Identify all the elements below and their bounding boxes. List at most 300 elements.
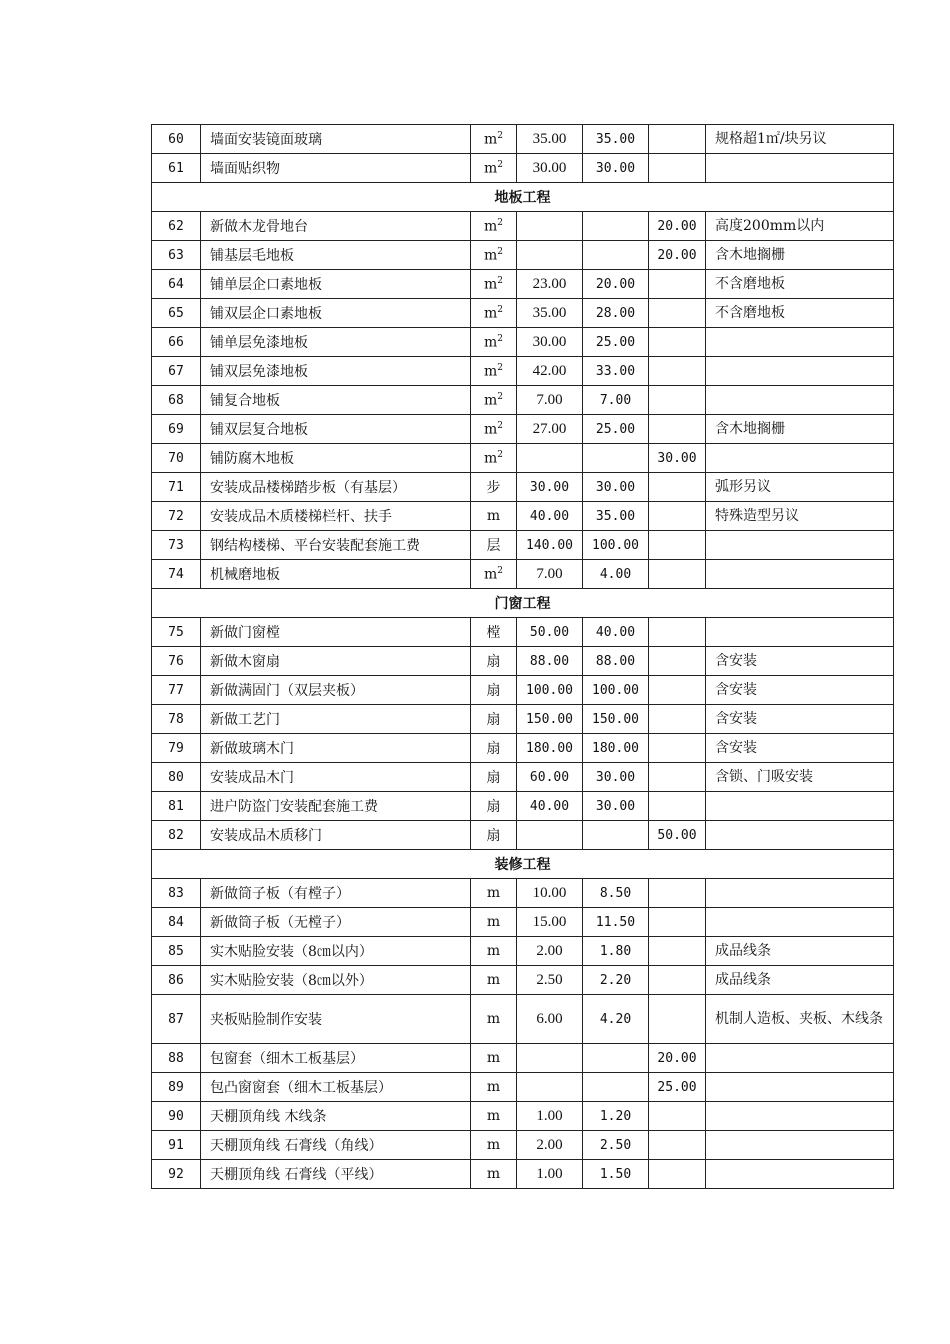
price-1: 40.00 [517,792,583,821]
item-note: 含木地搁栅 [706,415,894,444]
item-note [706,1160,894,1189]
section-row [152,589,894,618]
item-name: 新做木窗扇 [201,647,471,676]
item-number: 75 [152,618,201,647]
item-name: 新做筒子板（有樘子） [201,879,471,908]
unit-text: m [483,131,498,148]
price-3: 20.00 [649,212,706,241]
item-name: 安装成品木质楼梯栏杆、扶手 [201,502,471,531]
unit-superscript: 2 [497,304,503,315]
unit-text: m [486,1166,501,1182]
price-3 [649,676,706,705]
price-3: 25.00 [649,1073,706,1102]
table-row [152,154,894,183]
item-number: 86 [152,966,201,995]
item-note [706,531,894,560]
price-2 [583,444,649,473]
item-name: 安装成品木质移门 [201,821,471,850]
item-note [706,328,894,357]
table-row [152,1102,894,1131]
item-name: 新做木龙骨地台 [201,212,471,241]
price-1: 2.00 [517,1131,583,1160]
table-row [152,908,894,937]
table-row [152,531,894,560]
price-table [151,124,894,1189]
unit-text: m [483,305,498,322]
unit-text: m [483,421,498,438]
table-row [152,212,894,241]
unit-text: m [483,566,498,583]
price-3: 20.00 [649,1044,706,1073]
section-title: 门窗工程 [152,589,894,618]
unit-text: m [483,218,498,235]
item-name: 新做门窗樘 [201,618,471,647]
unit-superscript: 2 [497,130,503,141]
price-3 [649,1131,706,1160]
price-2: 8.50 [583,879,649,908]
unit-text: 扇 [486,799,501,815]
price-3: 20.00 [649,241,706,270]
unit-superscript: 2 [497,217,503,228]
item-unit [471,270,517,299]
price-2: 25.00 [583,328,649,357]
price-2: 35.00 [583,125,649,154]
item-name: 安装成品木门 [201,763,471,792]
table-row [152,1160,894,1189]
price-2: 1.20 [583,1102,649,1131]
unit-text: m [483,363,498,380]
table-row [152,966,894,995]
item-unit [471,1160,517,1189]
price-2: 88.00 [583,647,649,676]
item-number: 66 [152,328,201,357]
item-name: 进户防盗门安装配套施工费 [201,792,471,821]
table-row [152,473,894,502]
price-2: 1.50 [583,1160,649,1189]
item-name: 铺单层免漆地板 [201,328,471,357]
item-unit [471,792,517,821]
unit-text: m [483,450,498,467]
item-number: 63 [152,241,201,270]
item-note [706,1044,894,1073]
item-number: 70 [152,444,201,473]
item-name: 天棚顶角线 木线条 [201,1102,471,1131]
item-number: 62 [152,212,201,241]
price-1: 100.00 [517,676,583,705]
item-number: 89 [152,1073,201,1102]
item-note [706,792,894,821]
price-1: 23.00 [517,270,583,299]
price-1: 30.00 [517,328,583,357]
price-3 [649,357,706,386]
table-row [152,502,894,531]
item-unit [471,1102,517,1131]
unit-text: m [486,914,501,930]
unit-text: m [486,1137,501,1153]
item-unit [471,328,517,357]
unit-text: 扇 [486,654,501,670]
price-2: 35.00 [583,502,649,531]
item-number: 77 [152,676,201,705]
item-note [706,618,894,647]
item-unit [471,966,517,995]
table-row [152,560,894,589]
item-unit [471,444,517,473]
table-row [152,1044,894,1073]
item-unit [471,531,517,560]
item-unit [471,357,517,386]
item-name: 实木贴脸安装（8㎝以外） [201,966,471,995]
item-number: 76 [152,647,201,676]
price-1: 35.00 [517,299,583,328]
unit-superscript: 2 [497,391,503,402]
item-unit [471,386,517,415]
unit-text: m [483,160,498,177]
price-2: 4.00 [583,560,649,589]
table-row [152,821,894,850]
price-3 [649,1160,706,1189]
item-note: 含锁、门吸安装 [706,763,894,792]
table-row [152,937,894,966]
unit-text: 樘 [486,625,501,641]
unit-text: m [486,1011,501,1027]
item-note: 机制人造板、夹板、木线条 [706,995,894,1044]
table-row [152,415,894,444]
item-note [706,560,894,589]
item-unit [471,1044,517,1073]
item-note: 弧形另议 [706,473,894,502]
unit-text: m [486,885,501,901]
price-2: 30.00 [583,763,649,792]
item-name: 新做玻璃木门 [201,734,471,763]
item-number: 71 [152,473,201,502]
item-number: 69 [152,415,201,444]
item-note: 含安装 [706,705,894,734]
item-note: 不含磨地板 [706,270,894,299]
unit-text: m [483,392,498,409]
table-row [152,647,894,676]
price-2: 30.00 [583,473,649,502]
item-number: 79 [152,734,201,763]
item-name: 包凸窗窗套（细木工板基层） [201,1073,471,1102]
item-note [706,1131,894,1160]
item-note [706,386,894,415]
price-3 [649,618,706,647]
unit-superscript: 2 [497,275,503,286]
table-row [152,763,894,792]
table-row [152,705,894,734]
price-2: 100.00 [583,531,649,560]
item-unit [471,154,517,183]
item-unit [471,212,517,241]
price-1: 10.00 [517,879,583,908]
item-unit [471,473,517,502]
item-number: 81 [152,792,201,821]
table-row [152,792,894,821]
table-row [152,328,894,357]
item-note: 成品线条 [706,937,894,966]
price-2: 20.00 [583,270,649,299]
price-1 [517,241,583,270]
unit-superscript: 2 [497,449,503,460]
table-row [152,386,894,415]
price-3 [649,560,706,589]
price-3 [649,995,706,1044]
item-unit [471,705,517,734]
price-2: 7.00 [583,386,649,415]
item-name: 新做满固门（双层夹板） [201,676,471,705]
table-row [152,618,894,647]
item-name: 铺防腐木地板 [201,444,471,473]
item-name: 新做工艺门 [201,705,471,734]
price-2: 25.00 [583,415,649,444]
table-row [152,125,894,154]
item-unit [471,995,517,1044]
item-name: 铺单层企口素地板 [201,270,471,299]
item-unit [471,821,517,850]
item-unit [471,125,517,154]
price-1 [517,1073,583,1102]
item-name: 天棚顶角线 石膏线（角线） [201,1131,471,1160]
item-note: 特殊造型另议 [706,502,894,531]
item-name: 夹板贴脸制作安装 [201,995,471,1044]
section-title: 地板工程 [152,183,894,212]
unit-text: m [486,1108,501,1124]
price-2 [583,1073,649,1102]
item-unit [471,763,517,792]
price-2: 28.00 [583,299,649,328]
price-3 [649,966,706,995]
price-1: 2.50 [517,966,583,995]
price-1 [517,212,583,241]
price-1: 27.00 [517,415,583,444]
item-unit [471,415,517,444]
unit-text: 扇 [486,741,501,757]
price-2: 2.50 [583,1131,649,1160]
item-unit [471,879,517,908]
item-note [706,357,894,386]
unit-text: 扇 [486,828,501,844]
price-1: 140.00 [517,531,583,560]
price-2: 150.00 [583,705,649,734]
table-body [152,125,894,1189]
price-3 [649,705,706,734]
unit-superscript: 2 [497,246,503,257]
item-unit [471,1073,517,1102]
item-unit [471,908,517,937]
table-row [152,444,894,473]
item-number: 72 [152,502,201,531]
item-unit [471,734,517,763]
item-note: 含安装 [706,734,894,763]
item-name: 铺基层毛地板 [201,241,471,270]
table-row [152,299,894,328]
item-unit [471,299,517,328]
item-note: 成品线条 [706,966,894,995]
price-3 [649,473,706,502]
price-3 [649,502,706,531]
item-name: 铺复合地板 [201,386,471,415]
item-note [706,879,894,908]
item-number: 74 [152,560,201,589]
table-row [152,270,894,299]
price-3 [649,763,706,792]
price-1 [517,444,583,473]
item-unit [471,241,517,270]
price-1: 7.00 [517,560,583,589]
price-1: 50.00 [517,618,583,647]
item-number: 60 [152,125,201,154]
item-note [706,1073,894,1102]
price-3 [649,1102,706,1131]
item-name: 包窗套（细木工板基层） [201,1044,471,1073]
item-number: 85 [152,937,201,966]
item-number: 73 [152,531,201,560]
table-row [152,734,894,763]
section-row [152,183,894,212]
item-name: 天棚顶角线 石膏线（平线） [201,1160,471,1189]
item-number: 92 [152,1160,201,1189]
item-note: 含安装 [706,647,894,676]
item-note: 规格超1㎡/块另议 [706,125,894,154]
unit-text: 扇 [486,770,501,786]
price-3 [649,908,706,937]
price-1: 30.00 [517,154,583,183]
item-number: 84 [152,908,201,937]
price-1: 35.00 [517,125,583,154]
item-name: 墙面安装镜面玻璃 [201,125,471,154]
price-3 [649,125,706,154]
unit-text: 步 [486,480,501,496]
item-number: 61 [152,154,201,183]
item-number: 78 [152,705,201,734]
item-note [706,821,894,850]
price-2 [583,1044,649,1073]
item-unit [471,618,517,647]
price-3 [649,792,706,821]
unit-text: m [483,276,498,293]
price-3 [649,531,706,560]
price-1: 180.00 [517,734,583,763]
unit-superscript: 2 [497,565,503,576]
item-name: 铺双层企口素地板 [201,299,471,328]
item-name: 墙面贴织物 [201,154,471,183]
price-2: 33.00 [583,357,649,386]
item-name: 安装成品楼梯踏步板（有基层） [201,473,471,502]
unit-text: m [486,508,501,524]
table-row [152,357,894,386]
unit-superscript: 2 [497,333,503,344]
price-3 [649,415,706,444]
item-number: 80 [152,763,201,792]
item-unit [471,1131,517,1160]
price-2: 4.20 [583,995,649,1044]
price-3 [649,299,706,328]
price-3: 50.00 [649,821,706,850]
price-3 [649,734,706,763]
price-2: 30.00 [583,792,649,821]
item-note: 含木地搁栅 [706,241,894,270]
price-1: 1.00 [517,1102,583,1131]
price-3 [649,328,706,357]
price-1: 40.00 [517,502,583,531]
item-unit [471,560,517,589]
price-2: 180.00 [583,734,649,763]
item-note [706,1102,894,1131]
table-row [152,995,894,1044]
unit-text: 层 [486,538,501,554]
table-row [152,1131,894,1160]
item-note: 含安装 [706,676,894,705]
price-3 [649,386,706,415]
section-row [152,850,894,879]
unit-text: 扇 [486,712,501,728]
price-2: 100.00 [583,676,649,705]
unit-text: m [486,943,501,959]
table-row [152,1073,894,1102]
price-3 [649,647,706,676]
price-1: 15.00 [517,908,583,937]
unit-text: m [486,1050,501,1066]
item-number: 65 [152,299,201,328]
price-3: 30.00 [649,444,706,473]
price-1: 150.00 [517,705,583,734]
price-1: 7.00 [517,386,583,415]
item-note: 高度200mm以内 [706,212,894,241]
item-number: 88 [152,1044,201,1073]
unit-text: m [483,247,498,264]
price-2: 2.20 [583,966,649,995]
price-3 [649,154,706,183]
price-1: 1.00 [517,1160,583,1189]
item-name: 铺双层免漆地板 [201,357,471,386]
item-number: 83 [152,879,201,908]
item-unit [471,937,517,966]
item-name: 实木贴脸安装（8㎝以内） [201,937,471,966]
price-1: 60.00 [517,763,583,792]
price-3 [649,937,706,966]
item-name: 新做筒子板（无樘子） [201,908,471,937]
item-number: 82 [152,821,201,850]
price-2: 40.00 [583,618,649,647]
item-unit [471,502,517,531]
unit-superscript: 2 [497,420,503,431]
price-2 [583,241,649,270]
table-row [152,879,894,908]
price-1: 88.00 [517,647,583,676]
price-1 [517,1044,583,1073]
unit-text: m [483,334,498,351]
price-2: 1.80 [583,937,649,966]
item-note: 不含磨地板 [706,299,894,328]
price-2: 30.00 [583,154,649,183]
item-unit [471,647,517,676]
unit-superscript: 2 [497,362,503,373]
item-number: 91 [152,1131,201,1160]
item-name: 铺双层复合地板 [201,415,471,444]
item-number: 87 [152,995,201,1044]
item-name: 机械磨地板 [201,560,471,589]
item-number: 90 [152,1102,201,1131]
price-2 [583,212,649,241]
price-1: 2.00 [517,937,583,966]
unit-text: m [486,1079,501,1095]
unit-text: m [486,972,501,988]
price-1: 42.00 [517,357,583,386]
table-row [152,241,894,270]
price-3 [649,270,706,299]
item-unit [471,676,517,705]
